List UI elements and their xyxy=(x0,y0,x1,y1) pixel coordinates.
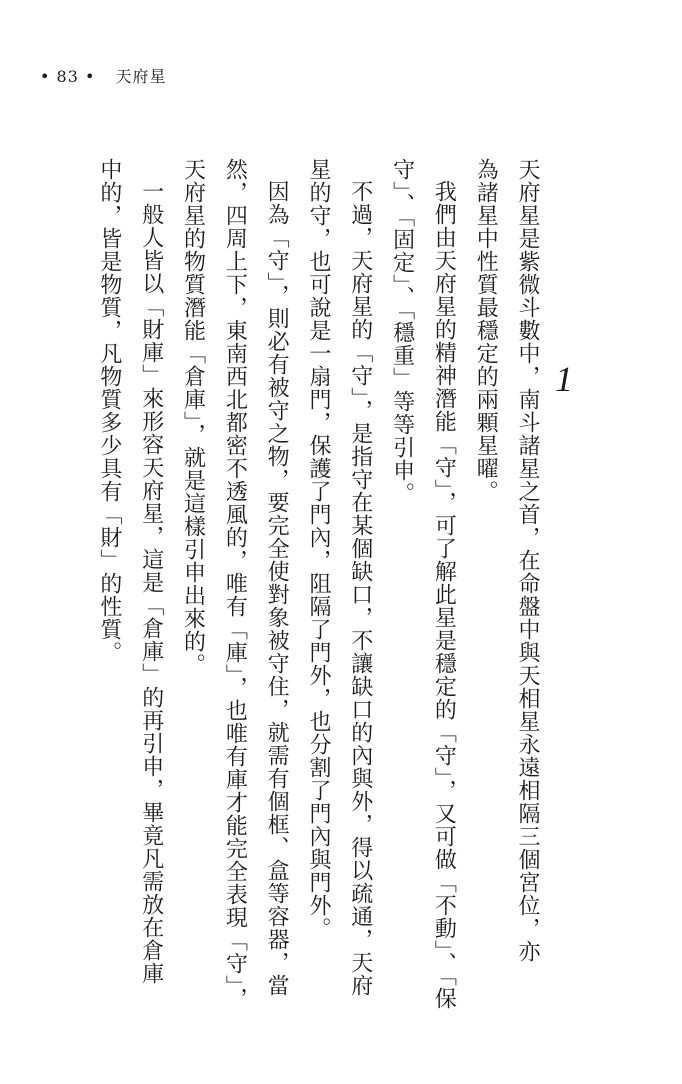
text-column: 守」、「固定」、「穩重」等等引申。 xyxy=(389,158,415,505)
text-column: 然，四周上下，東南西北都密不透風的，唯有「庫」，也唯有庫才能完全表現「守」， xyxy=(222,158,248,1010)
text-column: 我們由天府星的精神潛能「守」，可了解此星是穩定的「守」，又可做「不動」、「保 xyxy=(431,180,457,1010)
running-title: 天府星 xyxy=(115,67,167,86)
text-column: 為諸星中性質最穩定的兩顆星曜。 xyxy=(473,158,499,503)
section-number: 1 xyxy=(555,359,573,399)
vertical-text-body xyxy=(88,158,548,1038)
text-column: 中的，皆是物質，凡物質多少具有「財」的性質。 xyxy=(96,158,122,664)
page-number: • 83 • xyxy=(40,67,96,86)
running-header xyxy=(40,64,167,87)
text-column: 天府星是紫微斗數中，南斗諸星之首，在命盤中與天相星永遠相隔三個宮位，亦 xyxy=(515,158,540,963)
text-column: 星的守，也可說是一扇門，保護了門內，阻隔了門外，也分割了門內與門外。 xyxy=(305,158,331,940)
text-column: 因為「守」，則必有被守之物，要完全使對象被守住，就需有個框、盒等容器，當 xyxy=(264,180,290,997)
text-column: 天府星的物質潛能「倉庫」，就是這樣引申出來的。 xyxy=(180,158,206,676)
text-column: 一般人皆以「財庫」來形容天府星，這是「倉庫」的再引申，畢竟凡需放在倉庫 xyxy=(138,180,164,985)
text-column: 不過，天府星的「守」，是指守在某個缺口，不讓缺口的內與外，得以疏通，天府 xyxy=(347,180,373,997)
